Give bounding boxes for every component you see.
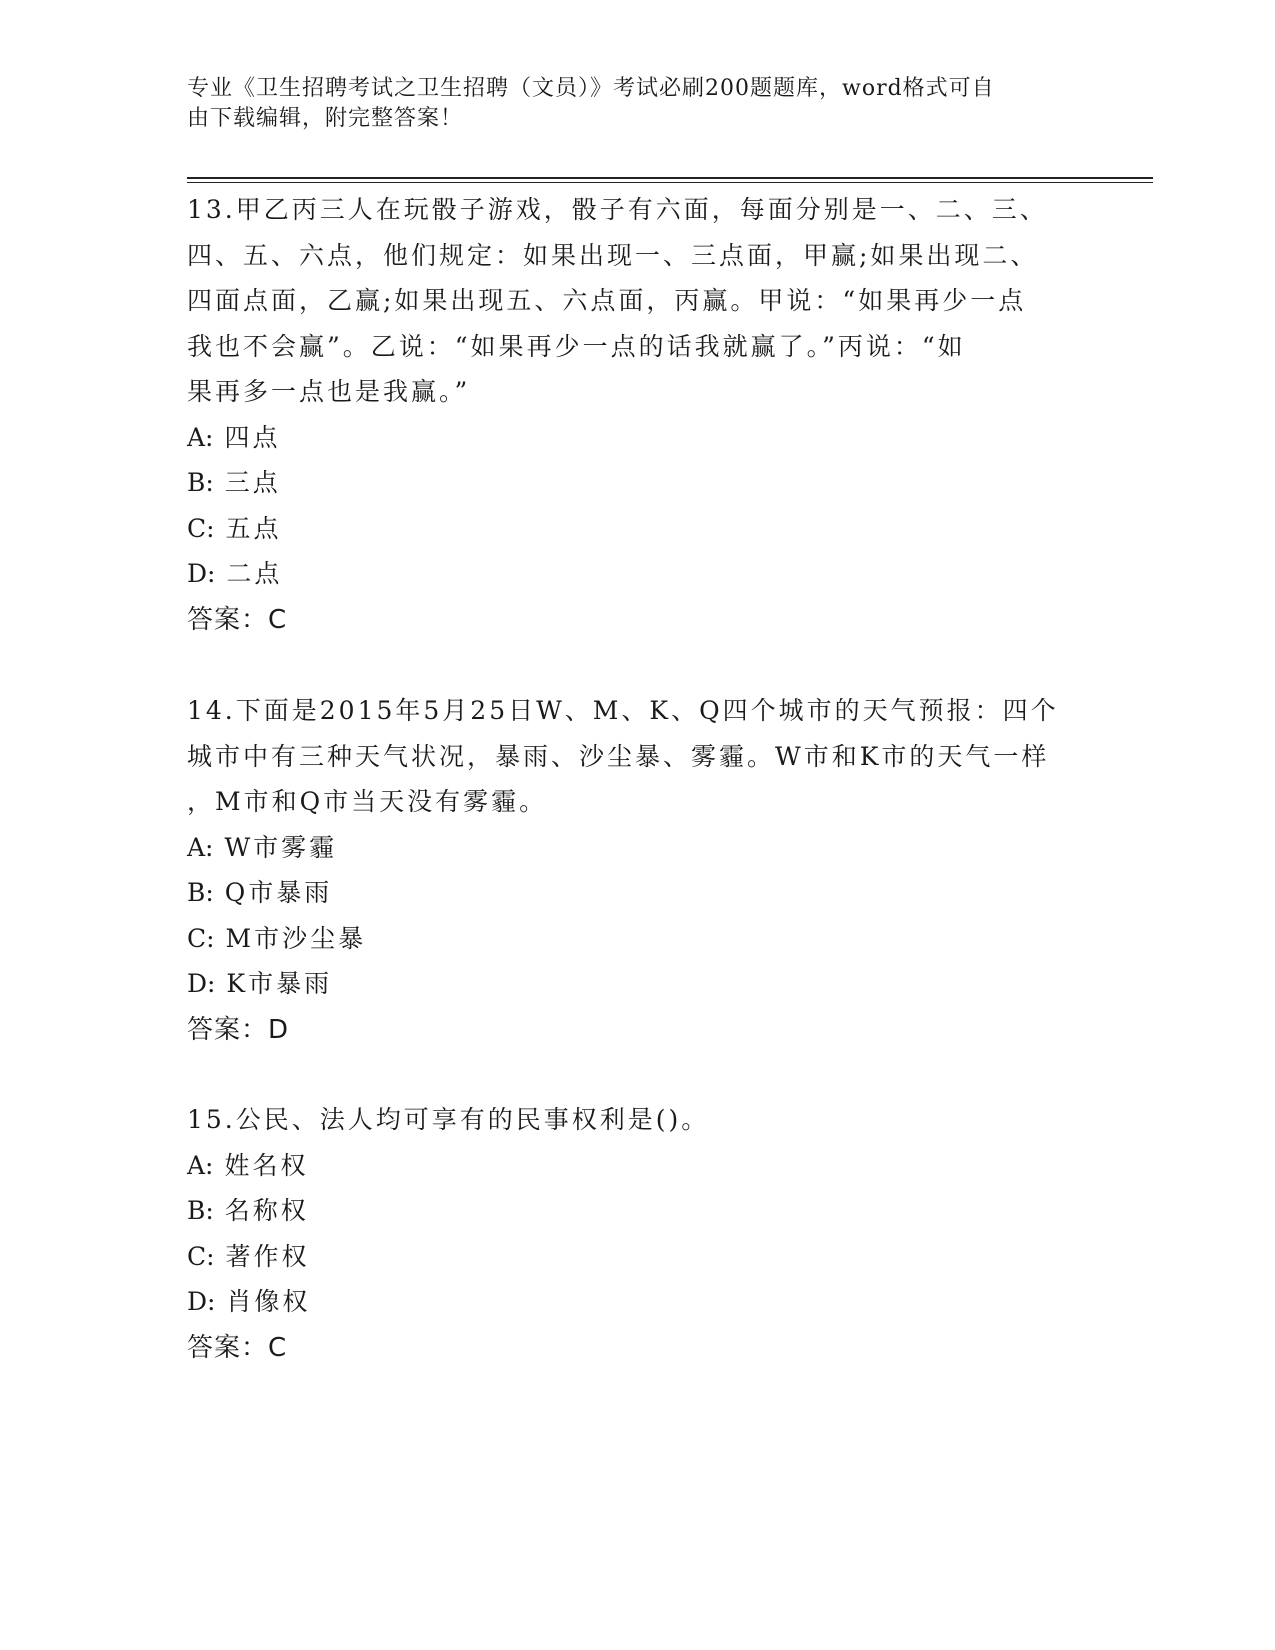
option-c bbox=[187, 506, 1077, 552]
question-15 bbox=[187, 1097, 1077, 1371]
option-key: C: bbox=[187, 1241, 215, 1271]
option-text: 著作权 bbox=[225, 1241, 310, 1271]
option-c bbox=[187, 916, 1077, 962]
question-stem-line: ，M市和Q市当天没有雾霾。 bbox=[187, 787, 548, 816]
answer-line: 答案：D bbox=[187, 1014, 290, 1045]
question-14 bbox=[187, 688, 1077, 1053]
header-divider-thin bbox=[187, 182, 1153, 183]
option-key: D: bbox=[187, 559, 216, 588]
option-text: 姓名权 bbox=[224, 1150, 309, 1180]
question-stem-line: 我也不会赢”。乙说：“如果再少一点的话我就赢了。”丙说：“如 bbox=[187, 331, 966, 361]
option-text: W市雾霾 bbox=[224, 832, 338, 862]
question-stem-line: 15.公民、法人均可享有的民事权利是()。 bbox=[187, 1105, 710, 1134]
question-stem-line: 四面点面，乙赢;如果出现五、六点面，丙赢。甲说：“如果再少一点 bbox=[187, 286, 1027, 315]
question-stem-line: 四、五、六点，他们规定：如果出现一、三点面，甲赢;如果出现二、 bbox=[187, 240, 1039, 270]
option-key: A: bbox=[187, 1150, 214, 1180]
question-stem-line: 城市中有三种天气状况，暴雨、沙尘暴、雾霾。W市和K市的天气一样 bbox=[187, 741, 1050, 771]
option-d bbox=[187, 551, 1077, 597]
option-d bbox=[187, 961, 1077, 1007]
option-key: B: bbox=[187, 1196, 214, 1225]
option-key: B: bbox=[187, 878, 214, 907]
option-text: 名称权 bbox=[224, 1196, 309, 1225]
option-text: Q市暴雨 bbox=[224, 878, 333, 907]
header-divider-thick bbox=[187, 177, 1153, 179]
question-13 bbox=[187, 187, 1077, 643]
option-text: 肖像权 bbox=[226, 1287, 311, 1316]
option-key: B: bbox=[187, 468, 214, 497]
answer-line: 答案：C bbox=[187, 604, 288, 635]
option-b bbox=[187, 1188, 1077, 1234]
header-line-1: 专业《卫生招聘考试之卫生招聘（文员）》考试必刷200题题库，word格式可自 bbox=[187, 76, 995, 101]
option-text: 二点 bbox=[226, 559, 283, 588]
option-key: A: bbox=[187, 422, 214, 452]
option-text: 三点 bbox=[224, 468, 281, 497]
question-stem-line: 果再多一点也是我赢。” bbox=[187, 377, 471, 406]
option-a bbox=[187, 415, 1077, 461]
option-a bbox=[187, 825, 1077, 871]
option-text: M市沙尘暴 bbox=[225, 923, 367, 953]
answer-line: 答案：C bbox=[187, 1332, 288, 1363]
option-text: 五点 bbox=[225, 513, 282, 543]
option-key: D: bbox=[187, 1287, 216, 1316]
header-line-2: 由下载编辑，附完整答案！ bbox=[187, 106, 464, 131]
option-key: C: bbox=[187, 513, 215, 543]
option-d bbox=[187, 1279, 1077, 1325]
option-key: A: bbox=[187, 832, 214, 862]
option-key: D: bbox=[187, 969, 216, 998]
option-b bbox=[187, 870, 1077, 916]
document-header bbox=[187, 74, 1077, 134]
question-stem-line: 13.甲乙丙三人在玩骰子游戏，骰子有六面，每面分别是一、二、三、 bbox=[187, 195, 1048, 224]
option-text: 四点 bbox=[224, 422, 281, 452]
question-stem-line: 14.下面是2015年5月25日W、M、K、Q四个城市的天气预报：四个 bbox=[187, 696, 1059, 725]
option-b bbox=[187, 460, 1077, 506]
option-c bbox=[187, 1234, 1077, 1280]
option-text: K市暴雨 bbox=[226, 969, 333, 998]
option-key: C: bbox=[187, 923, 215, 953]
option-a bbox=[187, 1143, 1077, 1189]
